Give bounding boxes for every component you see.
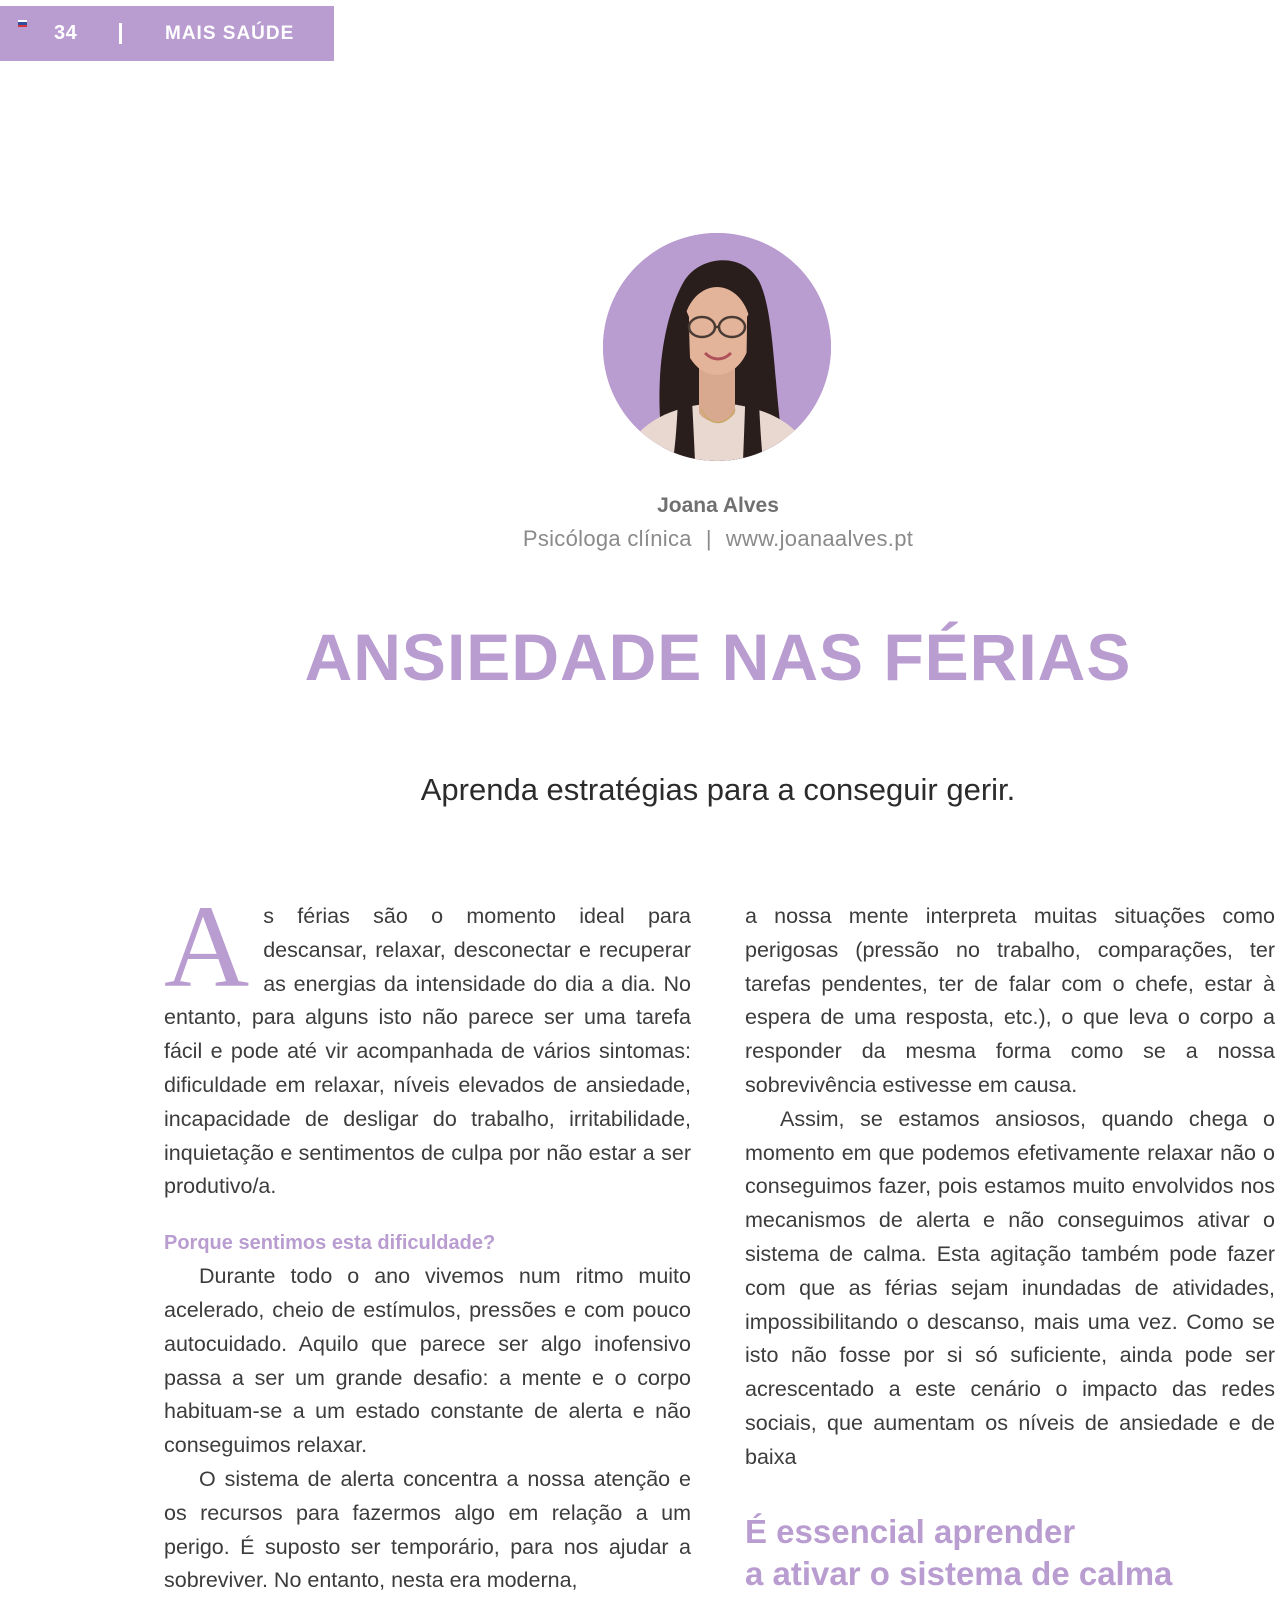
body-paragraph: a nossa mente interpreta muitas situações como perigosas (pressão no trabalho, comparações, ter tarefas pendentes, ter de falar com o chefe, estar à espera de uma resposta, etc.), o que leva o corpo a responder da mesma forma como se a nossa sobrevivência estivesse em causa. [745, 904, 1275, 1097]
flag-icon [18, 20, 27, 27]
author-credentials [0, 526, 1280, 552]
section-heading: Porque sentimos esta dificuldade? [164, 1232, 496, 1255]
article-title: ANSIEDADE NAS FÉRIAS [304, 620, 1132, 694]
pull-quote-line: É essencial aprender [745, 1512, 1076, 1550]
author-photo [603, 233, 831, 461]
body-paragraph: Assim, se estamos ansiosos, quando chega o momento em que podemos efetivamente relaxar não o conseguimos fazer, pois estamos muito envolvidos nos mecanismos de alerta e não conseguimos ativar o sistema de calma. Esta agitação também pode fazer com que as férias sejam inundadas de atividades, impossibilitando o descanso, mais uma vez. Como se isto não fosse por si só suficiente, ainda pode ser acrescentado a este cenário o impacto das redes sociais, que aumentam os níveis de ansiedade e de baixa [745, 1106, 1275, 1469]
article-column-right [745, 900, 1275, 1595]
author-name: Joana Alves [657, 494, 779, 517]
article-column-left [164, 881, 691, 1598]
pull-quote [745, 1511, 1275, 1595]
author-separator: | [705, 526, 712, 551]
drop-cap: A [164, 881, 250, 1012]
author-website: www.joanaalves.pt [725, 526, 914, 551]
page-header-tab [0, 6, 334, 61]
header-divider [119, 23, 122, 44]
author-role: Psicóloga clínica [522, 526, 692, 551]
body-paragraph: O sistema de alerta concentra a nossa atenção e os recursos para fazermos algo em relação a um perigo. É suposto ser temporário, para nos ajudar a sobreviver. No entanto, nesta era moderna, [164, 1466, 691, 1593]
page-number: 34 [54, 22, 78, 44]
article-subtitle: Aprenda estratégias para a conseguir gerir. [420, 772, 1016, 807]
intro-text: s férias são o momento ideal para descansar, relaxar, desconectar e recuperar as energias da intensidade do dia a dia. No entanto, para alguns isto não parece ser uma tarefa fácil e pode até vir acompanhada de vários sintomas: dificuldade em relaxar, níveis elevados de ansiedade, incapacidade de desligar do trabalho, irritabilidade, inquietação e sentimentos de culpa por não estar a ser produtivo/a. [164, 904, 691, 1199]
body-paragraph: Durante todo o ano vivemos num ritmo muito acelerado, cheio de estímulos, pressões e com pouco autocuidado. Aquilo que parece ser algo inofensivo passa a ser um grande desafio: a mente e o corpo habituam-se a um estado constante de alerta e não conseguimos relaxar. [164, 1264, 691, 1458]
pull-quote-line: a ativar o sistema de calma [745, 1554, 1173, 1592]
intro-paragraph [164, 881, 691, 1204]
section-name: MAIS SAÚDE [165, 23, 295, 44]
